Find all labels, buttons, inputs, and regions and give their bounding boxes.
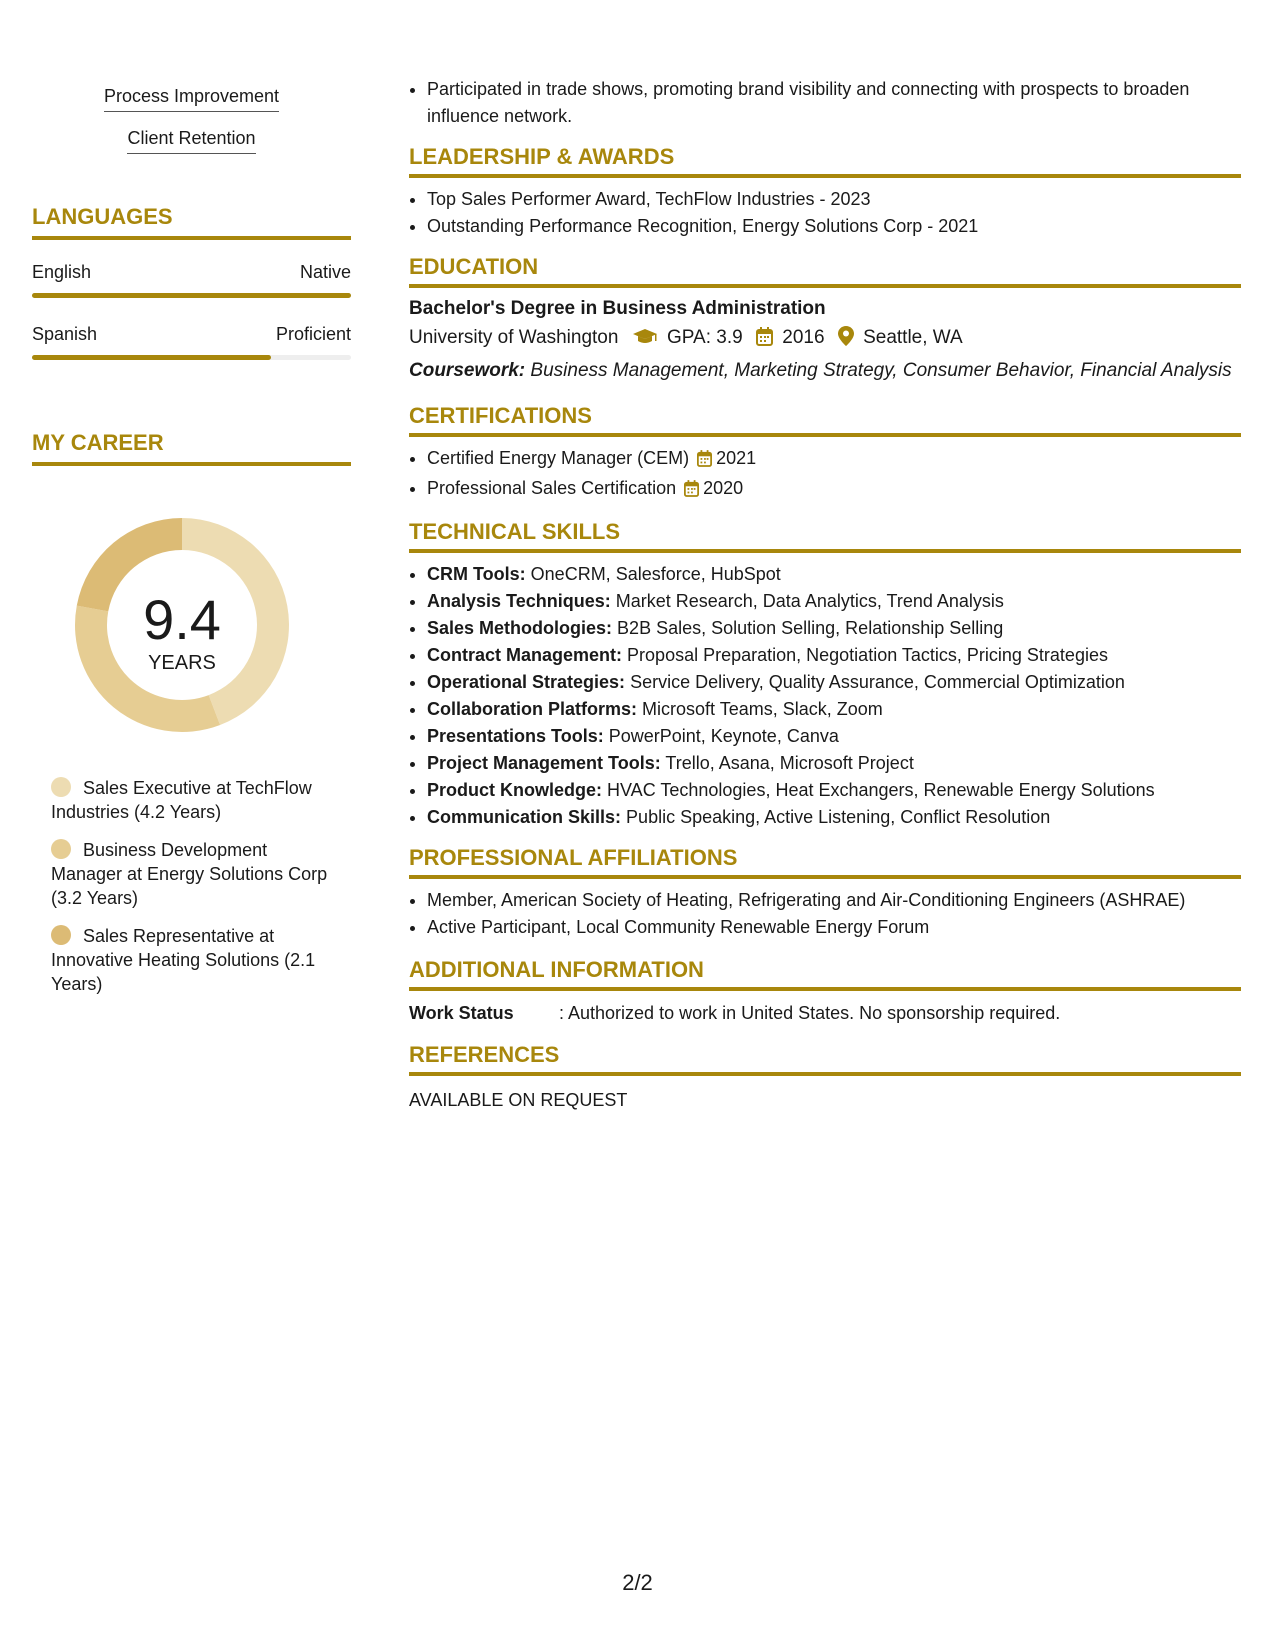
technical-skills-heading: TECHNICAL SKILLS bbox=[409, 519, 1241, 553]
education-coursework bbox=[409, 358, 1241, 383]
work-status-label: Work Status bbox=[409, 1003, 514, 1023]
skill-label: Communication Skills: bbox=[427, 807, 622, 827]
leadership-item: • Outstanding Performance Recognition, Energy Solutions Corp - 2021 bbox=[427, 213, 1241, 240]
languages-heading: LANGUAGES bbox=[32, 204, 351, 240]
left-column bbox=[32, 60, 351, 1010]
education-year: 2016 bbox=[782, 327, 825, 348]
education-location: Seattle, WA bbox=[863, 327, 963, 348]
languages-section bbox=[32, 204, 351, 360]
work-status-value: : Authorized to work in United States. No sponsorship required. bbox=[559, 1003, 1061, 1023]
education-school: University of Washington bbox=[409, 327, 619, 348]
skill-label: Operational Strategies: bbox=[427, 672, 626, 692]
language-level: Native bbox=[299, 262, 351, 282]
technical-skill-item bbox=[427, 669, 1241, 696]
language-bar-fill bbox=[32, 355, 271, 360]
career-legend-item bbox=[51, 924, 331, 996]
education-section bbox=[409, 254, 1241, 383]
skill-label: CRM Tools: bbox=[427, 564, 526, 584]
calendar-icon bbox=[697, 448, 712, 475]
coursework-label: Coursework: bbox=[409, 360, 526, 381]
technical-skill-item bbox=[427, 723, 1241, 750]
technical-skill-item bbox=[427, 777, 1241, 804]
skill-label: Analysis Techniques: bbox=[427, 591, 611, 611]
skill-value: OneCRM, Salesforce, HubSpot bbox=[530, 564, 781, 584]
skill-tags bbox=[32, 86, 351, 170]
certifications-heading: CERTIFICATIONS bbox=[409, 403, 1241, 437]
career-donut-chart bbox=[67, 510, 297, 740]
technical-skill-item bbox=[427, 615, 1241, 642]
technical-skill-item bbox=[427, 804, 1241, 831]
skill-label: Project Management Tools: bbox=[427, 753, 661, 773]
certification-name: Professional Sales Certification bbox=[427, 478, 677, 498]
technical-skill-item bbox=[427, 750, 1241, 777]
career-role-label: Business Development Manager at Energy Solutions Corp (3.2 Years) bbox=[51, 840, 328, 908]
leadership-list bbox=[409, 186, 1241, 240]
certifications-section bbox=[409, 403, 1241, 505]
additional-info-section bbox=[409, 957, 1241, 1024]
leadership-item: • Top Sales Performer Award, TechFlow Industries - 2023 bbox=[427, 186, 1241, 213]
skill-value: Microsoft Teams, Slack, Zoom bbox=[642, 699, 883, 719]
location-pin-icon bbox=[838, 326, 854, 352]
technical-skill-item bbox=[427, 642, 1241, 669]
certification-name: Certified Energy Manager (CEM) bbox=[427, 448, 690, 468]
skill-value: B2B Sales, Solution Selling, Relationship Selling bbox=[617, 618, 1004, 638]
affiliation-item: • Active Participant, Local Community Renewable Energy Forum bbox=[427, 914, 1241, 941]
certification-year: 2020 bbox=[703, 478, 744, 498]
technical-skill-item bbox=[427, 561, 1241, 588]
page-number: 2/2 bbox=[622, 1570, 653, 1595]
language-bar bbox=[32, 355, 351, 360]
skill-value: PowerPoint, Keynote, Canva bbox=[608, 726, 839, 746]
technical-skill-item bbox=[427, 588, 1241, 615]
career-role-label: Sales Representative at Innovative Heating Solutions (2.1 Years) bbox=[51, 926, 316, 994]
skill-value: Trello, Asana, Microsoft Project bbox=[665, 753, 914, 773]
affiliations-list bbox=[409, 887, 1241, 941]
affiliations-section bbox=[409, 845, 1241, 941]
technical-skills-section bbox=[409, 519, 1241, 831]
skill-label: Sales Methodologies: bbox=[427, 618, 613, 638]
education-gpa: GPA: 3.9 bbox=[667, 327, 743, 348]
skill-value: HVAC Technologies, Heat Exchangers, Renewable Energy Solutions bbox=[607, 780, 1155, 800]
skill-label: Collaboration Platforms: bbox=[427, 699, 638, 719]
graduation-cap-icon bbox=[632, 328, 658, 352]
language-item bbox=[32, 324, 351, 360]
career-total-years: 9.4 bbox=[143, 588, 221, 651]
coursework-value: Business Management, Marketing Strategy, Consumer Behavior, Financial Analysis bbox=[530, 360, 1232, 381]
language-name: Spanish bbox=[32, 324, 98, 344]
language-level: Proficient bbox=[275, 324, 351, 344]
language-bar bbox=[32, 293, 351, 298]
certification-item bbox=[427, 445, 1241, 475]
language-bar-fill bbox=[32, 293, 351, 298]
language-item bbox=[32, 262, 351, 298]
skill-label: Product Knowledge: bbox=[427, 780, 602, 800]
certifications-list bbox=[409, 445, 1241, 505]
leadership-heading: LEADERSHIP & AWARDS bbox=[409, 144, 1241, 178]
certification-year: 2021 bbox=[716, 448, 757, 468]
references-section bbox=[409, 1042, 1241, 1111]
affiliation-item: • Member, American Society of Heating, Refrigerating and Air-Conditioning Engineers (ASHRAE) bbox=[427, 887, 1241, 914]
education-degree: Bachelor's Degree in Business Administration bbox=[409, 298, 826, 319]
references-text: AVAILABLE ON REQUEST bbox=[409, 1090, 628, 1110]
work-status-row bbox=[409, 1003, 1241, 1024]
legend-dot bbox=[51, 839, 71, 859]
calendar-icon bbox=[756, 327, 773, 352]
career-legend-item bbox=[51, 838, 331, 910]
career-section bbox=[32, 430, 351, 996]
leadership-section bbox=[409, 144, 1241, 240]
skill-value: Service Delivery, Quality Assurance, Commercial Optimization bbox=[630, 672, 1125, 692]
career-heading: MY CAREER bbox=[32, 430, 351, 466]
career-role-label: Sales Executive at TechFlow Industries (4.2 Years) bbox=[51, 778, 312, 822]
career-total-unit: YEARS bbox=[148, 652, 216, 674]
skill-value: Public Speaking, Active Listening, Conflict Resolution bbox=[626, 807, 1051, 827]
references-heading: REFERENCES bbox=[409, 1042, 1241, 1076]
calendar-icon bbox=[684, 478, 699, 505]
certification-item bbox=[427, 475, 1241, 505]
experience-bullets bbox=[409, 76, 1241, 130]
skill-value: Proposal Preparation, Negotiation Tactics, Pricing Strategies bbox=[627, 645, 1108, 665]
skill-label: Presentations Tools: bbox=[427, 726, 604, 746]
legend-dot bbox=[51, 777, 71, 797]
skill-tag: Process Improvement bbox=[104, 86, 279, 112]
legend-dot bbox=[51, 925, 71, 945]
career-legend bbox=[51, 776, 331, 996]
skill-value: Market Research, Data Analytics, Trend Analysis bbox=[615, 591, 1004, 611]
education-heading: EDUCATION bbox=[409, 254, 1241, 288]
technical-skills-list bbox=[409, 561, 1241, 831]
language-name: English bbox=[32, 262, 92, 282]
right-column bbox=[409, 60, 1241, 1111]
education-meta bbox=[409, 326, 1241, 352]
affiliations-heading: PROFESSIONAL AFFILIATIONS bbox=[409, 845, 1241, 879]
skill-tag: Client Retention bbox=[127, 128, 255, 154]
skill-label: Contract Management: bbox=[427, 645, 623, 665]
additional-info-heading: ADDITIONAL INFORMATION bbox=[409, 957, 1241, 991]
career-legend-item bbox=[51, 776, 331, 824]
technical-skill-item bbox=[427, 696, 1241, 723]
experience-bullet: • Participated in trade shows, promoting brand visibility and connecting with prospects to broaden influence network. bbox=[427, 76, 1241, 130]
